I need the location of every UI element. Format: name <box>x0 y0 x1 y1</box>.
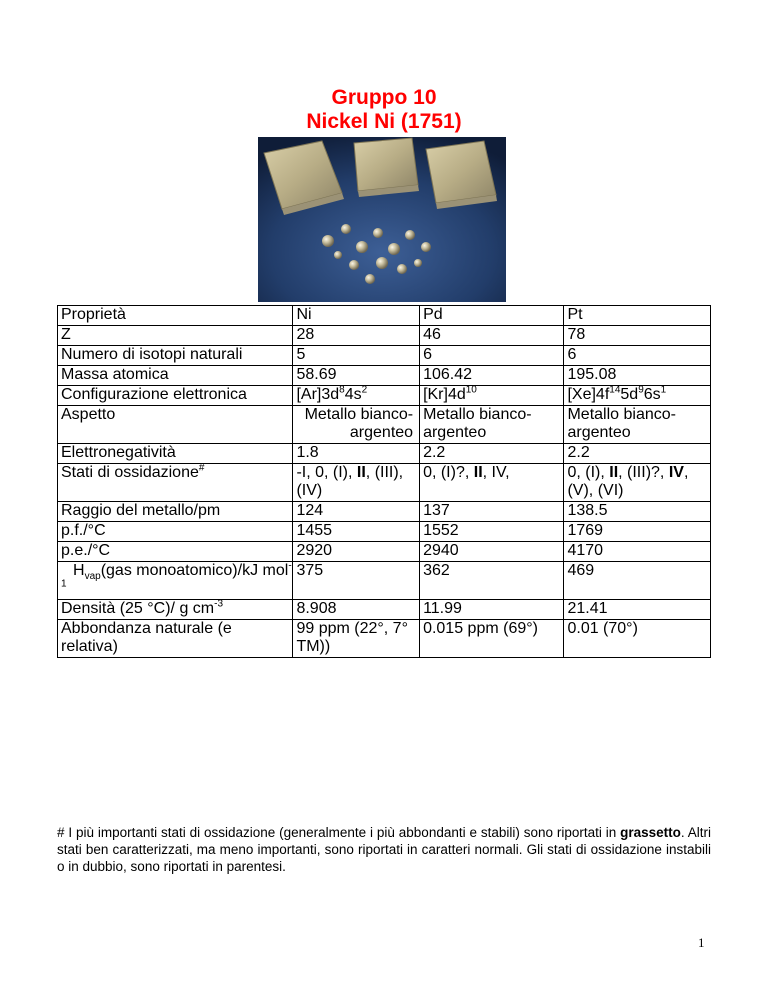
cell-pd: 11.99 <box>420 600 564 620</box>
ox-text: -I, 0, (I), <box>296 464 357 481</box>
config-text: 5d <box>620 386 639 403</box>
table-row <box>58 562 711 600</box>
oxidation-label: Stati di ossidazione <box>61 464 199 481</box>
cell-pt: 1769 <box>564 522 711 542</box>
row-label <box>58 464 293 502</box>
cell-pt: 4170 <box>564 542 711 562</box>
row-label <box>58 562 293 600</box>
ox-text: , (III), (IV) <box>296 464 404 499</box>
header-ni: Ni <box>293 306 420 326</box>
config-text: [Kr]4d <box>423 386 466 403</box>
cell-ni: 58.69 <box>293 366 420 386</box>
ox-text: 0, (I), <box>567 464 610 481</box>
cell-pt: 2.2 <box>564 444 711 464</box>
footnote-bold: grassetto <box>620 825 681 840</box>
ox-text: , (V), (VI) <box>567 464 689 499</box>
table-row <box>58 366 711 386</box>
cell-pt: 21.41 <box>564 600 711 620</box>
hvap-symbol: H <box>73 562 85 579</box>
table-row <box>58 542 711 562</box>
cell-pt: Metallo bianco-argenteo <box>564 406 711 444</box>
table-row <box>58 346 711 366</box>
cell-pt: 0.01 (70°) <box>564 620 711 658</box>
config-text: 6s <box>643 386 661 403</box>
header-pt: Pt <box>564 306 711 326</box>
config-sup: 9 <box>638 384 644 396</box>
nickel-samples-photo <box>258 137 506 302</box>
footnote-text: # I più importanti stati di ossidazione (generalmente i più abbondanti e stabili) sono riportati in <box>57 825 621 840</box>
cell-ni: 1.8 <box>293 444 420 464</box>
properties-table <box>57 305 711 658</box>
cell-ni: 375 <box>293 562 420 600</box>
table-row <box>58 600 711 620</box>
config-sup: 1 <box>660 384 667 396</box>
row-label <box>58 600 293 620</box>
cell-pt: 78 <box>564 326 711 346</box>
cell-pt: 469 <box>564 562 711 600</box>
table-row <box>58 406 711 444</box>
ox-bold: IV <box>668 464 684 481</box>
hvap-sup: -1 <box>61 560 292 590</box>
row-label: Configurazione elettronica <box>58 386 293 406</box>
table-row <box>58 444 711 464</box>
cell-ni: 5 <box>293 346 420 366</box>
row-label: p.f./°C <box>58 522 293 542</box>
row-label: Z <box>58 326 293 346</box>
cell-ni: 124 <box>293 502 420 522</box>
footnote-text: . Altri stati ben caratterizzati, ma meno importanti, sono riportati in caratteri normali. Gli stati di ossidazione instabili o in dubbio, sono riportati in parentesi. <box>57 825 711 874</box>
title-element: Nickel Ni (1751) <box>306 110 462 133</box>
table-row <box>58 326 711 346</box>
row-label: Raggio del metallo/pm <box>58 502 293 522</box>
ox-bold: II <box>609 464 619 481</box>
cell-pd: 2940 <box>420 542 564 562</box>
config-sup: 2 <box>361 384 368 396</box>
row-label: Abbondanza naturale (e relativa) <box>58 620 293 658</box>
ox-text: , IV, <box>482 464 510 481</box>
cell-ni: 2920 <box>293 542 420 562</box>
hvap-text: (gas monoatomico)/kJ mol <box>100 562 289 579</box>
cell-pd: 2.2 <box>420 444 564 464</box>
table-header-row <box>58 306 711 326</box>
row-label: Massa atomica <box>58 366 293 386</box>
cell-ni: Metallo bianco-argenteo <box>293 406 420 444</box>
cell-pt: 6 <box>564 346 711 366</box>
cell-pd: 46 <box>420 326 564 346</box>
config-text: [Xe]4f <box>567 386 610 403</box>
oxidation-footnote-mark: # <box>198 462 205 474</box>
cell-pd: 137 <box>420 502 564 522</box>
config-text: 4s <box>344 386 362 403</box>
cell-ni: 99 ppm (22°, 7° TM)) <box>293 620 420 658</box>
title-group: Gruppo 10 <box>331 86 437 109</box>
hvap-sub: vap <box>84 571 101 583</box>
cell-pd: 362 <box>420 562 564 600</box>
photo-illustration <box>258 137 506 302</box>
header-label: Proprietà <box>58 306 293 326</box>
row-label: Numero di isotopi naturali <box>58 346 293 366</box>
row-label: Elettronegatività <box>58 444 293 464</box>
table-row <box>58 620 711 658</box>
page-title <box>0 86 768 134</box>
ox-bold: II <box>473 464 483 481</box>
cell-pd: 0.015 ppm (69°) <box>420 620 564 658</box>
ox-text: 0, (I)?, <box>423 464 474 481</box>
density-sup: -3 <box>214 598 224 610</box>
footnote <box>57 824 711 875</box>
ox-text: , (III)?, <box>618 464 669 481</box>
config-text: [Ar]3d <box>296 386 340 403</box>
cell-pt: 195.08 <box>564 366 711 386</box>
cell-ni: 1455 <box>293 522 420 542</box>
config-sup: 8 <box>339 384 345 396</box>
row-label: p.e./°C <box>58 542 293 562</box>
header-pd: Pd <box>420 306 564 326</box>
cell-pt <box>564 386 711 406</box>
table-row <box>58 386 711 406</box>
table-row <box>58 522 711 542</box>
table-row <box>58 502 711 522</box>
cell-ni <box>293 464 420 502</box>
page-number: 1 <box>698 935 705 950</box>
cell-ni <box>293 386 420 406</box>
cell-pd: 6 <box>420 346 564 366</box>
table-row <box>58 464 711 502</box>
cell-pd <box>420 464 564 502</box>
cell-pd: 1552 <box>420 522 564 542</box>
cell-pd: 106.42 <box>420 366 564 386</box>
cell-pt: 138.5 <box>564 502 711 522</box>
row-label: Aspetto <box>58 406 293 444</box>
config-sup: 14 <box>609 384 621 396</box>
cell-pt <box>564 464 711 502</box>
density-text: Densità (25 °C)/ g cm <box>61 600 215 617</box>
cell-pd: Metallo bianco-argenteo <box>420 406 564 444</box>
cell-pd <box>420 386 564 406</box>
config-sup: 10 <box>465 384 477 396</box>
cell-ni: 8.908 <box>293 600 420 620</box>
ox-bold: II <box>356 464 366 481</box>
cell-ni: 28 <box>293 326 420 346</box>
